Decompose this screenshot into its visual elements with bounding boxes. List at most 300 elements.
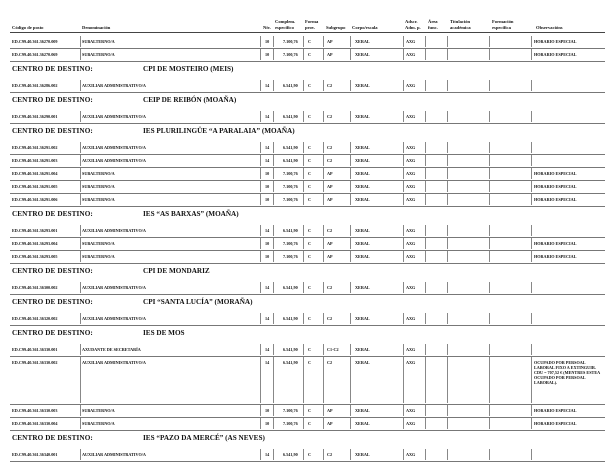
column-separator bbox=[273, 111, 274, 122]
row-divider bbox=[10, 404, 605, 405]
column-separator bbox=[303, 357, 304, 403]
row-denominacion: SUBALTERNO/A bbox=[82, 170, 115, 176]
column-separator bbox=[425, 111, 426, 122]
column-separator bbox=[447, 251, 448, 262]
column-separator bbox=[273, 36, 274, 47]
column-separator bbox=[260, 344, 261, 355]
row-subgrupo: C2 bbox=[327, 82, 333, 88]
column-separator bbox=[531, 313, 532, 324]
row-forma: C bbox=[308, 183, 312, 189]
row-complemento: 7.100,76 bbox=[283, 38, 298, 44]
row-complemento: 7.100,76 bbox=[283, 183, 298, 189]
row-subgrupo: AP bbox=[327, 51, 333, 57]
row-subgrupo: C2 bbox=[327, 451, 333, 457]
row-complemento: 7.100,76 bbox=[283, 420, 298, 426]
header-codigo: Código de posto bbox=[12, 25, 44, 30]
column-separator bbox=[260, 405, 261, 416]
column-separator bbox=[489, 155, 490, 166]
column-separator bbox=[489, 36, 490, 47]
header-forma-bottom: prov. bbox=[305, 25, 315, 30]
row-adscripcion: AXG bbox=[406, 420, 416, 426]
column-separator bbox=[489, 49, 490, 60]
row-corpo: XERAL bbox=[355, 157, 370, 163]
row-forma: C bbox=[308, 51, 312, 57]
row-corpo: XERAL bbox=[355, 315, 370, 321]
row-denominacion: SUBALTERNO/A bbox=[82, 407, 115, 413]
row-adscripcion: AXG bbox=[406, 183, 416, 189]
row-adscripcion: AXG bbox=[406, 196, 416, 202]
column-separator bbox=[80, 418, 81, 429]
column-separator bbox=[323, 111, 324, 122]
row-adscripcion: AXG bbox=[406, 170, 416, 176]
row-adscripcion: AXG bbox=[406, 451, 416, 457]
row-corpo: XERAL bbox=[355, 284, 370, 290]
column-separator bbox=[489, 238, 490, 249]
row-adscripcion: AXG bbox=[406, 240, 416, 246]
row-adscripcion: AXG bbox=[406, 407, 416, 413]
row-subgrupo: AP bbox=[327, 38, 333, 44]
column-separator bbox=[531, 344, 532, 355]
row-code: ED.C99.40.361.36293.004 bbox=[12, 240, 58, 246]
row-divider bbox=[10, 48, 605, 49]
row-code: ED.C99.40.361.36290.001 bbox=[12, 113, 58, 119]
column-separator bbox=[323, 181, 324, 192]
column-separator bbox=[323, 282, 324, 293]
row-code: ED.C99.40.361.36291.006 bbox=[12, 196, 58, 202]
column-separator bbox=[531, 168, 532, 179]
column-separator bbox=[80, 142, 81, 153]
row-subgrupo: AP bbox=[327, 240, 333, 246]
row-forma: C bbox=[308, 240, 312, 246]
column-separator bbox=[350, 111, 351, 122]
column-separator bbox=[303, 405, 304, 416]
column-separator bbox=[350, 36, 351, 47]
row-adscripcion: AXG bbox=[406, 51, 416, 57]
column-separator bbox=[425, 36, 426, 47]
column-separator bbox=[323, 225, 324, 236]
row-observacions: HORARIO ESPECIAL bbox=[534, 38, 577, 44]
column-separator bbox=[303, 80, 304, 91]
column-separator bbox=[303, 181, 304, 192]
column-separator bbox=[403, 142, 404, 153]
column-separator bbox=[447, 225, 448, 236]
column-separator bbox=[323, 313, 324, 324]
row-corpo: XERAL bbox=[355, 346, 370, 352]
row-corpo: XERAL bbox=[355, 240, 370, 246]
column-separator bbox=[403, 49, 404, 60]
column-separator bbox=[273, 405, 274, 416]
row-divider bbox=[10, 61, 605, 62]
column-separator bbox=[447, 357, 448, 403]
column-separator bbox=[260, 194, 261, 205]
row-nivel: 10 bbox=[265, 38, 270, 44]
column-separator bbox=[260, 357, 261, 403]
row-code: ED.C99.40.361.36293.005 bbox=[12, 253, 58, 259]
column-separator bbox=[403, 225, 404, 236]
column-separator bbox=[303, 49, 304, 60]
column-separator bbox=[447, 238, 448, 249]
row-code: ED.C99.40.361.36270.069 bbox=[12, 51, 58, 57]
section-label: CENTRO DE DESTINO: bbox=[12, 210, 93, 218]
column-separator bbox=[489, 251, 490, 262]
column-separator bbox=[531, 155, 532, 166]
column-separator bbox=[260, 238, 261, 249]
row-nivel: 10 bbox=[265, 240, 270, 246]
column-separator bbox=[260, 418, 261, 429]
column-separator bbox=[260, 36, 261, 47]
column-separator bbox=[350, 357, 351, 403]
row-corpo: XERAL bbox=[355, 113, 370, 119]
row-forma: C bbox=[308, 315, 312, 321]
row-adscripcion: AXG bbox=[406, 284, 416, 290]
row-corpo: XERAL bbox=[355, 451, 370, 457]
row-code: ED.C99.40.361.36330.004 bbox=[12, 420, 58, 426]
column-separator bbox=[447, 111, 448, 122]
column-separator bbox=[447, 418, 448, 429]
column-separator bbox=[403, 251, 404, 262]
column-separator bbox=[350, 251, 351, 262]
row-nivel: 10 bbox=[265, 420, 270, 426]
column-separator bbox=[489, 168, 490, 179]
row-code: ED.C99.40.361.36340.001 bbox=[12, 451, 58, 457]
row-subgrupo: C2 bbox=[327, 113, 333, 119]
column-separator bbox=[80, 168, 81, 179]
column-separator bbox=[403, 80, 404, 91]
column-separator bbox=[350, 225, 351, 236]
row-forma: C bbox=[308, 113, 312, 119]
column-separator bbox=[350, 238, 351, 249]
column-separator bbox=[531, 80, 532, 91]
column-separator bbox=[403, 418, 404, 429]
row-adscripcion: AXG bbox=[406, 359, 416, 365]
row-nivel: 14 bbox=[265, 359, 270, 365]
column-separator bbox=[350, 181, 351, 192]
row-forma: C bbox=[308, 38, 312, 44]
row-divider bbox=[10, 167, 605, 168]
column-separator bbox=[403, 357, 404, 403]
header-area-bottom: func. bbox=[428, 25, 438, 30]
column-separator bbox=[425, 313, 426, 324]
row-corpo: XERAL bbox=[355, 196, 370, 202]
column-separator bbox=[403, 449, 404, 460]
row-subgrupo: C2 bbox=[327, 315, 333, 321]
column-separator bbox=[531, 225, 532, 236]
row-observacions: HORARIO ESPECIAL bbox=[534, 420, 577, 426]
column-separator bbox=[531, 282, 532, 293]
row-divider bbox=[10, 430, 605, 431]
column-separator bbox=[303, 449, 304, 460]
column-separator bbox=[447, 282, 448, 293]
column-separator bbox=[531, 449, 532, 460]
column-separator bbox=[273, 313, 274, 324]
column-separator bbox=[447, 194, 448, 205]
column-separator bbox=[350, 313, 351, 324]
column-separator bbox=[425, 357, 426, 403]
column-separator bbox=[273, 155, 274, 166]
row-denominacion: SUBALTERNO/A bbox=[82, 38, 115, 44]
column-separator bbox=[489, 357, 490, 403]
column-separator bbox=[80, 225, 81, 236]
column-separator bbox=[489, 225, 490, 236]
header-area-top: Área bbox=[428, 19, 438, 24]
row-observacions: HORARIO ESPECIAL bbox=[534, 170, 577, 176]
header-corpo: Corpo/escala bbox=[352, 25, 378, 30]
row-denominacion: AUXILIAR ADMINISTRATIVO/A bbox=[82, 284, 146, 290]
row-subgrupo: AP bbox=[327, 170, 333, 176]
row-code: ED.C99.40.361.36300.002 bbox=[12, 284, 58, 290]
column-separator bbox=[323, 49, 324, 60]
row-divider bbox=[10, 250, 605, 251]
header-titulacion-bottom: académica bbox=[450, 25, 471, 30]
column-separator bbox=[273, 418, 274, 429]
row-nivel: 14 bbox=[265, 157, 270, 163]
row-complemento: 7.100,76 bbox=[283, 170, 298, 176]
column-separator bbox=[273, 142, 274, 153]
column-separator bbox=[273, 80, 274, 91]
row-nivel: 10 bbox=[265, 170, 270, 176]
row-adscripcion: AXG bbox=[406, 346, 416, 352]
column-separator bbox=[273, 181, 274, 192]
column-separator bbox=[303, 251, 304, 262]
row-nivel: 10 bbox=[265, 196, 270, 202]
row-denominacion: SUBALTERNO/A bbox=[82, 183, 115, 189]
header-formacion-bottom: específica bbox=[492, 25, 511, 30]
row-subgrupo: C1-C2 bbox=[327, 346, 339, 352]
column-separator bbox=[273, 225, 274, 236]
row-observacions: HORARIO ESPECIAL bbox=[534, 253, 577, 259]
column-separator bbox=[489, 344, 490, 355]
column-separator bbox=[531, 357, 532, 403]
column-separator bbox=[80, 357, 81, 403]
column-separator bbox=[447, 142, 448, 153]
section-name: IES DE MOS bbox=[143, 329, 185, 337]
row-complemento: 7.100,76 bbox=[283, 196, 298, 202]
row-nivel: 14 bbox=[265, 346, 270, 352]
column-separator bbox=[425, 405, 426, 416]
column-separator bbox=[80, 449, 81, 460]
row-subgrupo: C2 bbox=[327, 227, 333, 233]
header-adscr-bottom: Adm. p. bbox=[405, 25, 421, 30]
row-adscripcion: AXG bbox=[406, 315, 416, 321]
row-divider bbox=[10, 193, 605, 194]
column-separator bbox=[489, 313, 490, 324]
column-separator bbox=[260, 80, 261, 91]
column-separator bbox=[531, 142, 532, 153]
column-separator bbox=[447, 49, 448, 60]
row-divider bbox=[10, 294, 605, 295]
row-corpo: XERAL bbox=[355, 82, 370, 88]
row-denominacion: AUXILIAR ADMINISTRATIVO/A bbox=[82, 82, 146, 88]
row-observacions: HORARIO ESPECIAL bbox=[534, 51, 577, 57]
row-nivel: 14 bbox=[265, 451, 270, 457]
column-separator bbox=[303, 155, 304, 166]
row-nivel: 14 bbox=[265, 113, 270, 119]
column-separator bbox=[260, 168, 261, 179]
column-separator bbox=[260, 449, 261, 460]
row-denominacion: SUBALTERNO/A bbox=[82, 420, 115, 426]
column-separator bbox=[425, 344, 426, 355]
column-separator bbox=[425, 225, 426, 236]
row-corpo: XERAL bbox=[355, 359, 370, 365]
row-adscripcion: AXG bbox=[406, 144, 416, 150]
row-nivel: 10 bbox=[265, 183, 270, 189]
row-code: ED.C99.40.361.36286.002 bbox=[12, 82, 58, 88]
row-denominacion: SUBALTERNO/A bbox=[82, 240, 115, 246]
column-separator bbox=[273, 238, 274, 249]
section-label: CENTRO DE DESTINO: bbox=[12, 96, 93, 104]
column-separator bbox=[323, 142, 324, 153]
column-separator bbox=[447, 313, 448, 324]
row-denominacion: AUXILIAR ADMINISTRATIVO/A bbox=[82, 359, 146, 365]
row-corpo: XERAL bbox=[355, 51, 370, 57]
row-complemento: 7.100,76 bbox=[283, 253, 298, 259]
column-separator bbox=[303, 313, 304, 324]
row-divider bbox=[10, 154, 605, 155]
column-separator bbox=[80, 344, 81, 355]
column-separator bbox=[323, 168, 324, 179]
header-complem-top: Complem. bbox=[275, 19, 296, 24]
column-separator bbox=[80, 251, 81, 262]
column-separator bbox=[303, 168, 304, 179]
row-nivel: 10 bbox=[265, 407, 270, 413]
column-separator bbox=[403, 111, 404, 122]
row-divider bbox=[10, 325, 605, 326]
header-nivel: Nív. bbox=[263, 25, 271, 30]
column-separator bbox=[80, 194, 81, 205]
column-separator bbox=[80, 282, 81, 293]
row-corpo: XERAL bbox=[355, 144, 370, 150]
column-separator bbox=[80, 80, 81, 91]
row-adscripcion: AXG bbox=[406, 113, 416, 119]
row-divider bbox=[10, 180, 605, 181]
row-code: ED.C99.40.361.36320.002 bbox=[12, 315, 58, 321]
row-subgrupo: AP bbox=[327, 183, 333, 189]
row-subgrupo: AP bbox=[327, 407, 333, 413]
row-code: ED.C99.40.361.36291.004 bbox=[12, 170, 58, 176]
column-separator bbox=[531, 111, 532, 122]
column-separator bbox=[531, 194, 532, 205]
column-separator bbox=[403, 313, 404, 324]
row-divider bbox=[10, 92, 605, 93]
row-complemento: 6.541,90 bbox=[283, 346, 298, 352]
column-separator bbox=[323, 405, 324, 416]
column-separator bbox=[489, 449, 490, 460]
row-denominacion: SUBALTERNO/A bbox=[82, 51, 115, 57]
section-name: CPI “SANTA LUCÍA” (MORAÑA) bbox=[143, 298, 253, 306]
header-adscr-top: Adscr. bbox=[405, 19, 418, 24]
column-separator bbox=[303, 238, 304, 249]
row-complemento: 7.100,76 bbox=[283, 51, 298, 57]
row-subgrupo: C2 bbox=[327, 359, 333, 365]
row-complemento: 6.541,90 bbox=[283, 113, 298, 119]
row-denominacion: AUXILIAR ADMINISTRATIVO/A bbox=[82, 113, 146, 119]
row-code: ED.C99.40.361.36291.003 bbox=[12, 157, 58, 163]
column-separator bbox=[80, 49, 81, 60]
column-separator bbox=[489, 405, 490, 416]
row-complemento: 6.541,90 bbox=[283, 227, 298, 233]
column-separator bbox=[403, 344, 404, 355]
column-separator bbox=[425, 282, 426, 293]
header-observacions: Observacións bbox=[536, 25, 563, 30]
column-separator bbox=[303, 36, 304, 47]
column-separator bbox=[403, 238, 404, 249]
column-separator bbox=[350, 155, 351, 166]
row-adscripcion: AXG bbox=[406, 157, 416, 163]
row-denominacion: AXUDANTE DE SECRETARÍA bbox=[82, 346, 141, 352]
row-denominacion: AUXILIAR ADMINISTRATIVO/A bbox=[82, 451, 146, 457]
header-forma-top: Forma bbox=[305, 19, 319, 24]
column-separator bbox=[260, 282, 261, 293]
column-separator bbox=[260, 49, 261, 60]
column-separator bbox=[350, 449, 351, 460]
header-divider bbox=[10, 32, 605, 33]
section-name: IES “AS BARXAS” (MOAÑA) bbox=[143, 210, 239, 218]
column-separator bbox=[273, 168, 274, 179]
row-corpo: XERAL bbox=[355, 183, 370, 189]
column-separator bbox=[489, 418, 490, 429]
row-subgrupo: AP bbox=[327, 196, 333, 202]
column-separator bbox=[80, 181, 81, 192]
column-separator bbox=[323, 155, 324, 166]
column-separator bbox=[350, 49, 351, 60]
row-subgrupo: C2 bbox=[327, 144, 333, 150]
column-separator bbox=[425, 251, 426, 262]
row-forma: C bbox=[308, 144, 312, 150]
column-separator bbox=[425, 142, 426, 153]
column-separator bbox=[273, 282, 274, 293]
column-separator bbox=[323, 80, 324, 91]
column-separator bbox=[425, 238, 426, 249]
column-separator bbox=[425, 194, 426, 205]
column-separator bbox=[350, 418, 351, 429]
row-corpo: XERAL bbox=[355, 420, 370, 426]
column-separator bbox=[489, 80, 490, 91]
row-observacions: OCUPADO POR PERSOAL LABORAL FIXO A EXTINGUIR. CDU = 707,52 € (MENTRES ESTEA OCUPADO POR PERSOAL LABORAL). bbox=[534, 359, 600, 385]
row-code: ED.C99.40.361.36293.001 bbox=[12, 227, 58, 233]
column-separator bbox=[350, 405, 351, 416]
section-label: CENTRO DE DESTINO: bbox=[12, 65, 93, 73]
column-separator bbox=[80, 405, 81, 416]
row-observacions: HORARIO ESPECIAL bbox=[534, 196, 577, 202]
column-separator bbox=[323, 251, 324, 262]
header-complem-bottom: específico bbox=[275, 25, 294, 30]
row-corpo: XERAL bbox=[355, 227, 370, 233]
section-name: CEIP DE REIBÓN (MOAÑA) bbox=[143, 96, 237, 104]
row-corpo: XERAL bbox=[355, 407, 370, 413]
row-denominacion: SUBALTERNO/A bbox=[82, 253, 115, 259]
row-complemento: 6.541,90 bbox=[283, 144, 298, 150]
row-forma: C bbox=[308, 82, 312, 88]
row-code: ED.C99.40.361.36270.009 bbox=[12, 38, 58, 44]
row-nivel: 14 bbox=[265, 82, 270, 88]
row-complemento: 6.541,90 bbox=[283, 451, 298, 457]
header-titulacion-top: Titulación bbox=[450, 19, 471, 24]
row-forma: C bbox=[308, 284, 312, 290]
column-separator bbox=[531, 238, 532, 249]
column-separator bbox=[80, 313, 81, 324]
column-separator bbox=[489, 111, 490, 122]
row-observacions: HORARIO ESPECIAL bbox=[534, 240, 577, 246]
column-separator bbox=[425, 168, 426, 179]
column-separator bbox=[350, 80, 351, 91]
row-forma: C bbox=[308, 170, 312, 176]
column-separator bbox=[80, 238, 81, 249]
row-forma: C bbox=[308, 346, 312, 352]
row-complemento: 6.541,90 bbox=[283, 359, 298, 365]
column-separator bbox=[489, 142, 490, 153]
section-name: CPI DE MONDARIZ bbox=[143, 267, 210, 275]
column-separator bbox=[350, 344, 351, 355]
